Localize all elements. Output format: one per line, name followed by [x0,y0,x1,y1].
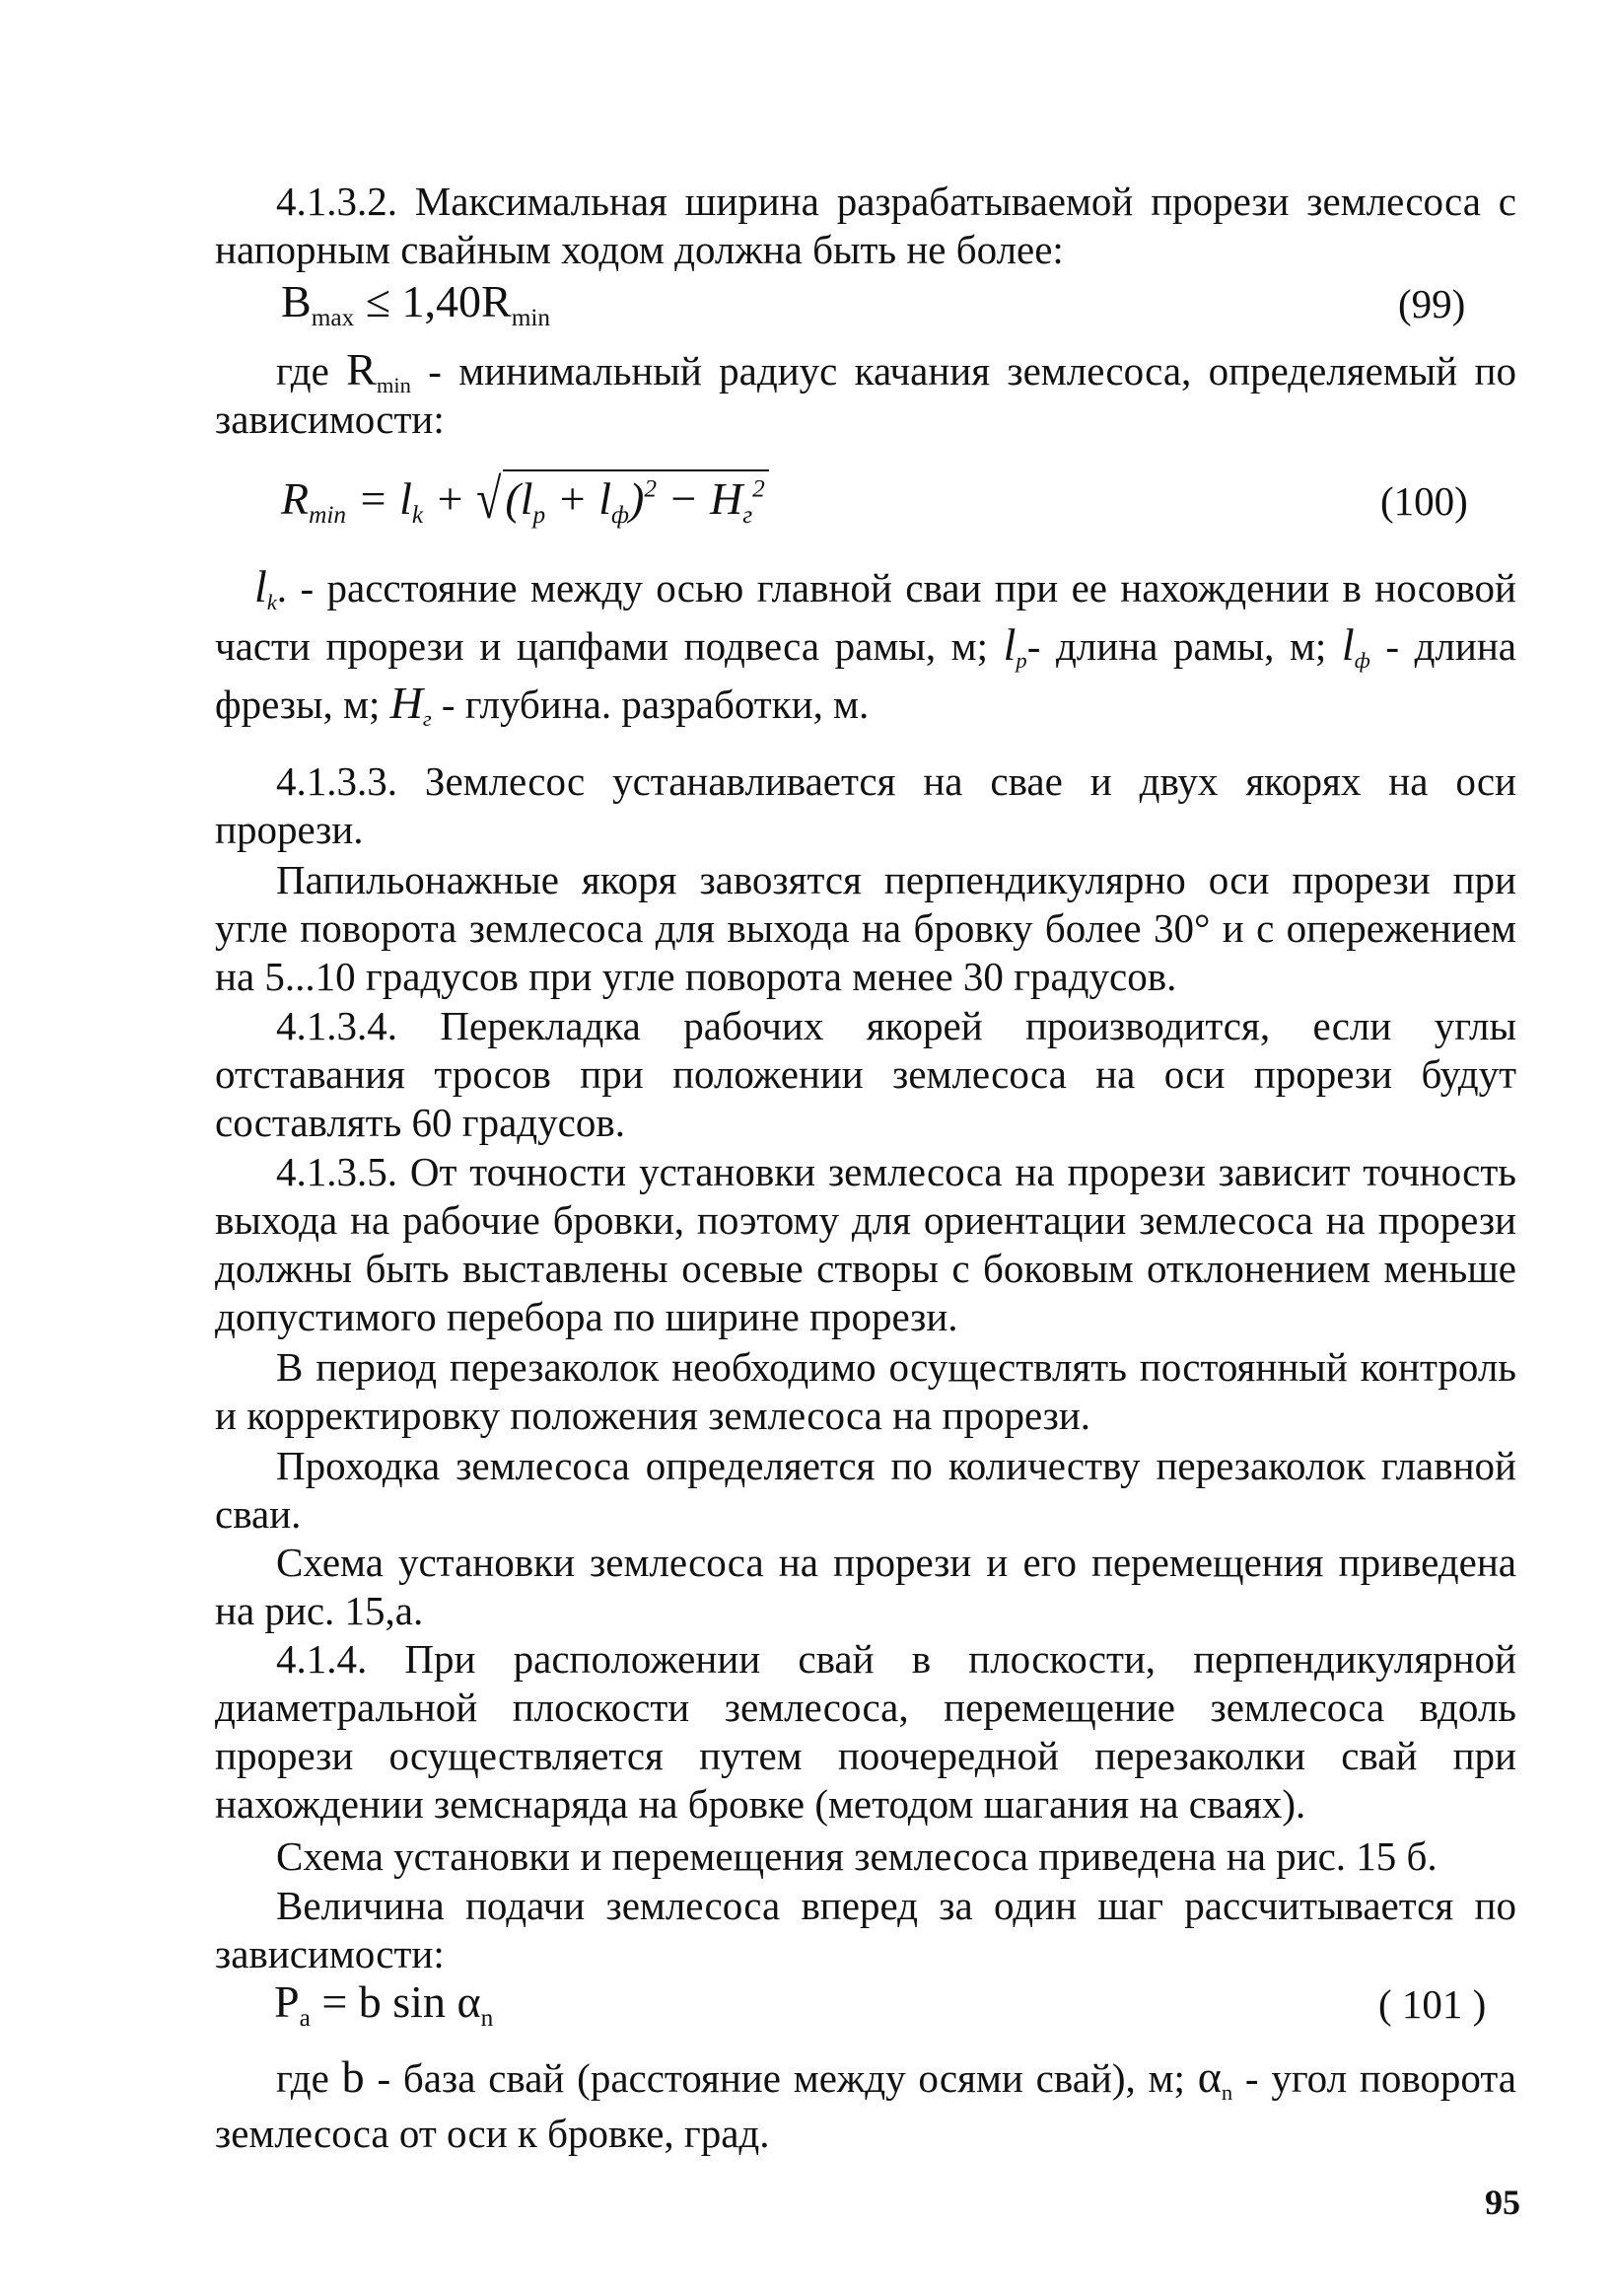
rad-sub-f: ф [611,500,629,529]
paragraph-anchors: Папильонажные якоря завозятся перпендикулярно оси прорези при угле поворота землесоса для выхода на бровку более 30° и с опережением на 5...10 градусов при угле поворота менее 30 градусов. [215,857,1516,999]
paragraph-4-1-3-3: 4.1.3.3. Землесос устанавливается на свае и двух якорях на оси прорези. [215,758,1516,852]
alpha-sub: n [1221,2079,1233,2105]
p14-text2: - угол поворота землесоса от оси к бровке, град. [215,2055,1516,2156]
paragraph-4-1-3-4: 4.1.3.4. Перекладка рабочих якорей производится, если углы отставания тросов при положении землесоса на оси прорези будут составлять 60 градусов. [215,1003,1516,1145]
eq101-rhs: = b sin α [310,1976,481,2027]
lp-symbol: l [1003,619,1017,670]
h-sub: г [742,500,753,529]
eq101-lhs: P [274,1976,300,2027]
equation-99-number: (99) [1398,281,1466,326]
eq100-lk: = l [346,473,412,524]
paragraph-rmin-definition [215,345,1516,444]
lk-symbol: l [254,561,267,611]
p3-text4: - глубина. разработки, м. [431,682,870,727]
alpha-symbol: α [1197,2051,1222,2102]
lf-symbol: l [1341,619,1355,670]
rad-plus: + l [545,473,612,524]
lf-sub: ф [1354,647,1370,673]
eq100-lk-sub: k [411,500,424,529]
paragraph-scheme-15b: Схема установки и перемещения землесоса приведена на рис. 15 б. [276,1833,1438,1879]
paragraph-symbol-definitions [215,558,1516,733]
paragraph-4-1-3-5: 4.1.3.5. От точности установки землесоса на прорези зависит точность выхода на рабочие бровки, поэтому для ориентации землесоса на прорези должны быть выставлены осевые створы с боковым отклонением меньше допустимого перебора по ширине прорези. [215,1149,1516,1339]
paragraph-progress: Проходка землесоса определяется по количеству перезаколок главной сваи. [215,1443,1516,1537]
rmin-symbol: R [346,344,377,395]
b-symbol: b [341,2051,365,2102]
hg-sub: г [422,705,432,731]
paragraph-base-definition [215,2049,1516,2161]
rad-square: 2 [644,474,657,503]
paragraph-feed: Величина подачи землесоса вперед за один шаг рассчитывается по зависимости: [215,1883,1516,1976]
p14-pre: где [276,2055,342,2101]
eq101-rhs-sub: n [480,2003,494,2032]
eq101-lhs-sub: a [299,2003,311,2032]
page-number: 95 [1485,2183,1520,2222]
equation-101-number: ( 101 ) [1378,1981,1487,2027]
lk-sub: k [266,589,277,614]
paragraph-4-1-3-2: 4.1.3.2. Максимальная ширина разрабатываемой прорези землесоса с напорным свайным ходом должна быть не более: [215,179,1516,272]
hg-symbol: H [389,678,423,728]
paragraph-scheme-15a: Схема установки землесоса на прорези и его перемещения приведена на рис. 15,а. [215,1540,1516,1633]
rad-open: (l [505,473,533,524]
equation-99 [281,274,550,329]
eq100-plus: + [423,473,477,524]
eq99-rhs-sub: min [511,303,551,331]
p3-text3: - длина фрезы, м; [215,623,1516,727]
eq99-lhs-sub: max [311,303,355,331]
p2-pre: где [276,348,347,394]
equation-100 [281,466,769,531]
eq99-lhs: B [281,276,312,326]
eq99-operator: ≤ 1,40R [354,276,512,326]
p3-text1: . - расстояние между осью главной сваи при ее нахождении в носовой части прорези и цапфами подвеса рамы, м; [215,565,1516,669]
equation-101 [274,1974,493,2030]
sqrt-symbol: $√(l_p + l_ф)^2 - H_г^2$ [476,469,769,527]
p3-text2: - длина рамы, м; [1026,623,1342,669]
rad-sub-p: p [532,500,546,529]
rad-minus-h: − H [656,473,743,524]
rmin-sub: min [376,372,411,397]
p2-text: - минимальный радиус качания землесоса, определяемый по зависимости: [215,348,1516,442]
equation-100-number: (100) [1380,478,1468,524]
rad-close: ) [628,473,645,524]
radicand [503,469,768,527]
h-square: 2 [752,474,765,503]
paragraph-control: В период перезаколок необходимо осуществлять постоянный контроль и корректировку положения землесоса на прорези. [215,1344,1516,1438]
lp-sub: р [1016,647,1027,673]
eq100-lhs-sub: min [309,500,347,529]
eq100-lhs: R [281,473,310,524]
p14-text1: - база свай (расстояние между осями свай), м; [364,2055,1198,2101]
paragraph-4-1-4: 4.1.4. При расположении свай в плоскости, перпендикулярной диаметральной плоскости землесоса, перемещение землесоса вдоль прорези осуществляется путем поочередной перезаколки свай при нахождении земснаряда на бровке (методом шагания на сваях). [215,1636,1516,1827]
